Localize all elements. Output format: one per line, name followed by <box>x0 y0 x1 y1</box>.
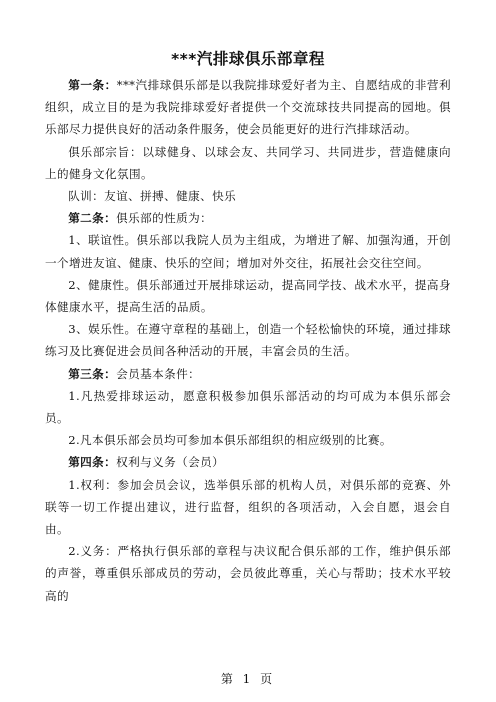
article-4-text: 权利与义务（会员） <box>116 455 225 470</box>
purpose-paragraph: 俱乐部宗旨：以球健身、以球会友、共同学习、共同进步，营造健康向上的健身文化氛围。 <box>45 144 451 181</box>
nature-item-2: 2、健康性。俱乐部通过开展排球运动，提高同学技、战术水平，提高身体健康水平，提高生活的品质。 <box>45 277 451 315</box>
article-2-heading: 第二条： <box>68 211 117 226</box>
article-2-paragraph <box>45 207 451 229</box>
member-item-1: 1.凡热爱排球运动，愿意积极参加俱乐部活动的均可成为本俱乐部会员。 <box>45 388 451 426</box>
motto-paragraph: 队训：友谊、拼搏、健康、快乐 <box>68 189 237 204</box>
article-2-text: 俱乐部的性质为： <box>116 211 213 226</box>
article-4-heading: 第四条： <box>68 455 117 470</box>
page-number: 第 1 页 <box>220 672 276 686</box>
nature-item-3: 3、娱乐性。在遵守章程的基础上，创造一个轻松愉快的环境，通过排球练习及比赛促进会员间各种活动的开展，丰富会员的生活。 <box>45 322 451 359</box>
member-item-2: 2.凡本俱乐部会员均可参加本俱乐部组织的相应级别的比赛。 <box>68 433 392 448</box>
duties-paragraph: 2.义务：严格执行俱乐部的章程与决议配合俱乐部的工作，维护俱乐部的声誉，尊重俱乐部成员的劳动，会员彼此尊重，关心与帮助；技术水平较高的 <box>45 544 451 603</box>
article-1-paragraph <box>45 74 451 141</box>
document-body <box>45 74 451 607</box>
article-4-paragraph <box>45 451 451 473</box>
nature-item-1: 1、联谊性。俱乐部以我院人员为主组成，为增进了解、加强沟通，开创一个增进友谊、健康、快乐的空间；增加对外交往，拓展社会交往空间。 <box>45 233 451 270</box>
article-1-text: ***汽排球俱乐部是以我院排球爱好者为主、自愿结成的非营利组织，成立目的是为我院排球爱好者提供一个交流球技共同提高的园地。俱乐部尽力提供良好的活动条件服务，使会员能更好的进行汽排球活动。 <box>45 78 451 137</box>
document-title: ***汽排球俱乐部章程 <box>171 50 325 68</box>
article-1-heading: 第一条： <box>68 78 117 92</box>
article-3-text: 会员基本条件： <box>116 366 201 381</box>
rights-paragraph: 1.权利：参加会员会议，选举俱乐部的机构人员，对俱乐部的竞赛、外联等一切工作提出建议，进行监督，组织的各项活动，入会自愿，退会自由。 <box>45 477 451 537</box>
article-3-paragraph <box>45 363 451 385</box>
article-3-heading: 第三条： <box>68 366 117 381</box>
